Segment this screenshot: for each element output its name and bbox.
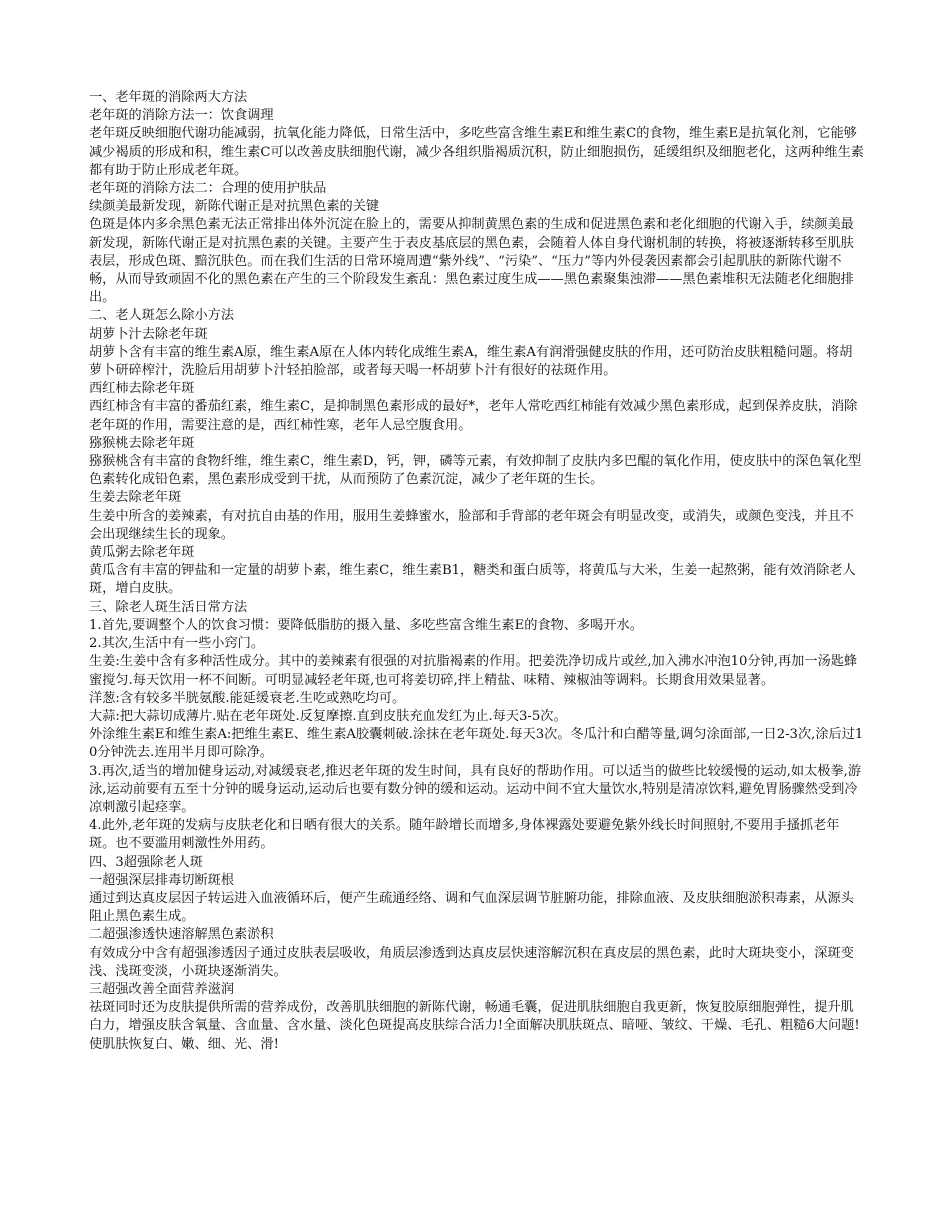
- paragraph: 生姜中所含的姜辣素，有对抗自由基的作用，服用生姜蜂蜜水，脸部和手背部的老年斑会有明显改变，或消失，或颜色变浅，并且不会出现继续生长的现象。: [89, 508, 854, 542]
- subheading: 二超强渗透快速溶解黑色素淤积: [89, 927, 274, 943]
- paragraph: 胡萝卜含有丰富的维生素A原，维生素A原在人体内转化成维生素A，维生素A有润滑强健皮肤的作用，还可防治皮肤粗糙问题。将胡萝卜研碎榨汁，洗脸后用胡萝卜汁轻拍脸部，或者每天喝一杯胡萝卜汁有很好的祛斑作用。: [89, 344, 853, 379]
- paragraph: 大蒜:把大蒜切成薄片.贴在老年斑处.反复摩擦.直到皮肤充血发红为止.每天3-5次。: [89, 708, 567, 724]
- subheading: 三超强改善全面营养滋润: [89, 981, 235, 997]
- paragraph: 4.此外,老年斑的发病与皮肤老化和日晒有很大的关系。随年龄增长而增多,身体裸露处要避免紫外线长时间照射,不要用手搔抓老年斑。也不要滥用刺激性外用药。: [89, 818, 840, 852]
- section-heading: 四、3超强除老人斑: [89, 854, 203, 870]
- subheading: 老年斑的消除方法二：合理的使用护肤品: [89, 181, 327, 197]
- section-heading: 三、除老人斑生活日常方法: [89, 599, 248, 615]
- subheading: 西红柿去除老年斑: [89, 381, 195, 397]
- paragraph: 外涂维生素E和维生素A:把维生素E、维生素A胶囊刺破.涂抹在老年斑处.每天3次。冬瓜汁和白醋等量,调匀涂面部,一日2-3次,涂后过10分钟洗去.连用半月即可除净。: [89, 727, 864, 761]
- document-body: [89, 89, 864, 1054]
- subheading: 老年斑的消除方法一：饮食调理: [89, 108, 274, 124]
- paragraph: 老年斑反映细胞代谢功能减弱，抗氧化能力降低，日常生活中，多吃些富含维生素E和维生素C的食物，维生素E是抗氧化剂，它能够减少褐质的形成和积，维生素C可以改善皮肤细胞代谢，减少各组织脂褐质沉积，防止细胞损伤，延缓组织及细胞老化，这两种维生素都有助于防止形成老年斑。: [89, 126, 864, 178]
- subheading: 一超强深层排毒切断斑根: [89, 872, 235, 888]
- paragraph: 猕猴桃含有丰富的食物纤维，维生素C，维生素D，钙，钾，磷等元素，有效抑制了皮肤内多巴醌的氧化作用，使皮肤中的深色氧化型色素转化成铅色素，黑色素形成受到干扰，从而预防了色素沉淀，减少了老年斑的生长。: [89, 454, 862, 488]
- paragraph: 祛斑同时还为皮肤提供所需的营养成份，改善肌肤细胞的新陈代谢，畅通毛囊，促进肌肤细胞自我更新，恢复胶原细胞弹性，提升肌白力，增强皮肤含氧量、含血量、含水量、淡化色斑提高皮肤综合活力!全面解决肌肤斑点、暗哑、皱纹、干燥、毛孔、粗糙6大问题!使肌肤恢复白、嫩、细、光、滑!: [89, 1000, 860, 1052]
- paragraph: 有效成分中含有超强渗透因子通过皮肤表层吸收，角质层渗透到达真皮层快速溶解沉积在真皮层的黑色素，此时大斑块变小，深斑变浅、浅斑变淡，小斑块逐渐消失。: [89, 945, 854, 979]
- paragraph: 1.首先,要调整个人的饮食习惯：要降低脂肪的摄入量、多吃些富含维生素E的食物、多喝开水。: [89, 617, 643, 633]
- subheading: 续颜美最新发现，新陈代谢正是对抗黑色素的关键: [89, 199, 380, 215]
- subheading: 猕猴桃去除老年斑: [89, 435, 195, 451]
- subheading: 胡萝卜汁去除老年斑: [89, 326, 208, 342]
- subheading: 黄瓜粥去除老年斑: [89, 545, 195, 561]
- paragraph: 2.其次,生活中有一些小窍门。: [89, 636, 265, 652]
- paragraph: 色斑是体内多余黑色素无法正常排出体外沉淀在脸上的，需要从抑制黄黑色素的生成和促进黑色素和老化细胞的代谢入手，续颜美最新发现，新陈代谢正是对抗黑色素的关键。主要产生于表皮基底层的黑色素，会随着人体自身代谢机制的转换，将被逐渐转移至肌肤表层，形成色斑、黯沉肤色。而在我们生活的日常环境周遭“紫外线”、“污染”、“压力”等内外侵袭因素都会引起肌肤的新陈代谢不畅，从而导致顽固不化的黑色素在产生的三个阶段发生紊乱：黑色素过度生成——黑色素聚集浊滞——黑色素堆积无法随老化细胞排出。: [89, 217, 854, 306]
- subheading: 生姜去除老年斑: [89, 490, 182, 506]
- paragraph: 3.再次,适当的增加健身运动,对减缓衰老,推迟老年斑的发生时间，具有良好的帮助作用。可以适当的做些比较缓慢的运动,如太极拳,游泳,运动前要有五至十分钟的暖身运动,运动后也要有数分钟的缓和运动。运动中间不宜大量饮水,特别是清凉饮料,避免胃肠骤然受到冷凉刺激引起痉挛。: [89, 763, 862, 815]
- paragraph: 通过到达真皮层因子转运进入血液循环后，便产生疏通经络、调和气血深层调节脏腑功能，排除血液、及皮肤细胞淤积毒素，从源头阻止黑色素生成。: [89, 890, 854, 925]
- section-heading: 一、老年斑的消除两大方法: [89, 90, 248, 105]
- section-heading: 二、老人斑怎么除小方法: [89, 308, 235, 324]
- paragraph: 生姜:生姜中含有多种活性成分。其中的姜辣素有很强的对抗脂褐素的作用。把姜洗净切成片或丝,加入沸水冲泡10分钟,再加一汤匙蜂蜜搅匀.每天饮用一杯不间断。可明显减轻老年斑,也可将姜切碎,拌上精盐、味精、辣椒油等调料。长期食用效果显著。: [89, 654, 858, 688]
- paragraph: 西红柿含有丰富的番茄红素，维生素C，是抑制黑色素形成的最好*，老年人常吃西红柿能有效减少黑色素形成，起到保养皮肤，消除老年斑的作用，需要注意的是，西红柿性寒，老年人忌空腹食用。: [89, 399, 858, 433]
- paragraph: 洋葱:含有较多半胱氨酸.能延缓衰老.生吃或熟吃均可。: [89, 690, 406, 706]
- paragraph: 黄瓜含有丰富的钾盐和一定量的胡萝卜素，维生素C，维生素B1，糖类和蛋白质等，将黄瓜与大米，生姜一起熬粥，能有效消除老人斑，增白皮肤。: [89, 563, 856, 597]
